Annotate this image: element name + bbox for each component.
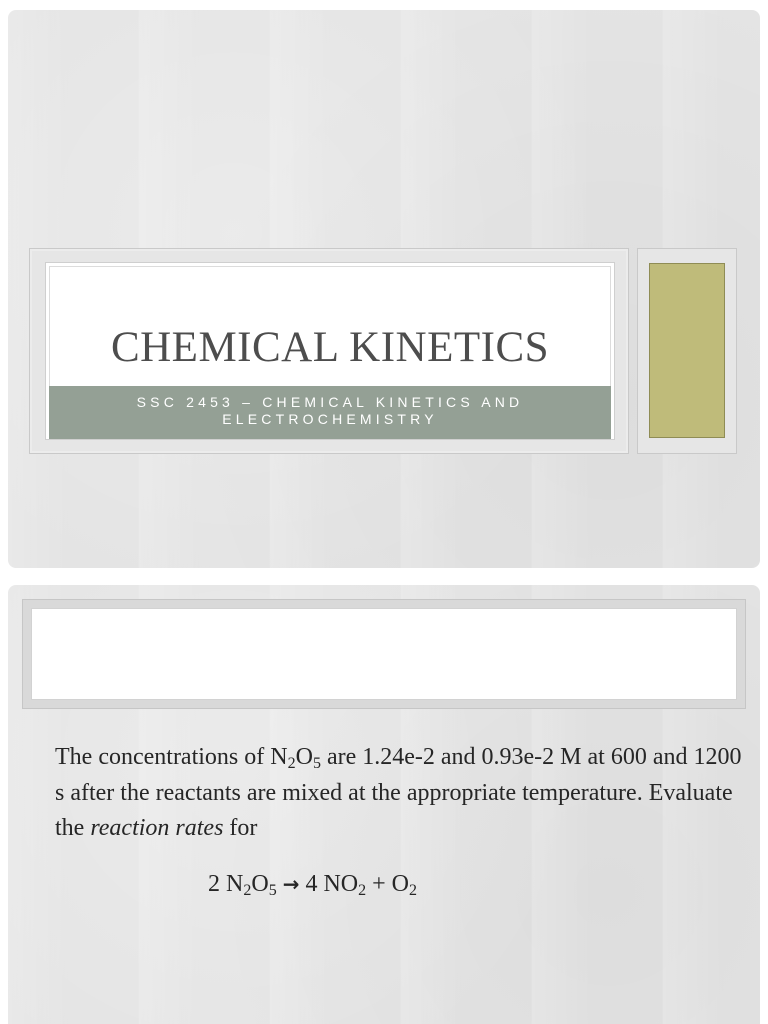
title-area: [49, 266, 611, 386]
subscript: 5: [312, 755, 321, 772]
slide-title: CHEMICAL KINETICS: [110, 324, 550, 371]
subtitle-line-2: ELECTROCHEMISTRY: [222, 411, 438, 427]
title-frame: [29, 248, 629, 454]
title-box: [45, 262, 615, 440]
content-slide: [8, 585, 760, 1024]
eq-subscript: 5: [268, 882, 277, 899]
accent-frame: [637, 248, 737, 454]
eq-subscript: 2: [243, 882, 252, 899]
eq-part: O: [251, 871, 269, 897]
problem-statement: [55, 740, 745, 847]
subtitle-band: [49, 386, 611, 439]
chemical-equation: [208, 871, 417, 898]
text-part: The concentrations of N: [55, 744, 288, 770]
subscript: 2: [287, 755, 296, 772]
emphasis-text: reaction rates: [90, 815, 224, 841]
accent-block: [649, 263, 725, 438]
eq-part: 4 NO: [299, 871, 359, 897]
title-slide: [8, 10, 760, 568]
eq-part: 2 N: [208, 871, 244, 897]
content-title-box: [31, 608, 737, 700]
eq-subscript: 2: [409, 882, 417, 899]
eq-part: + O: [366, 871, 409, 897]
reaction-arrow-icon: →: [282, 872, 300, 896]
text-part: are 1.24e-2 and 0.93e-2 M at 600 and 1200 s after the reactants are mixed at the appropriate temperature. Evaluate the: [55, 744, 742, 841]
eq-subscript: 2: [358, 882, 367, 899]
subtitle-line-1: SSC 2453 – CHEMICAL KINETICS AND: [136, 394, 524, 410]
content-title-frame: [22, 599, 746, 709]
text-part: for: [223, 815, 258, 841]
text-part: O: [295, 744, 313, 770]
